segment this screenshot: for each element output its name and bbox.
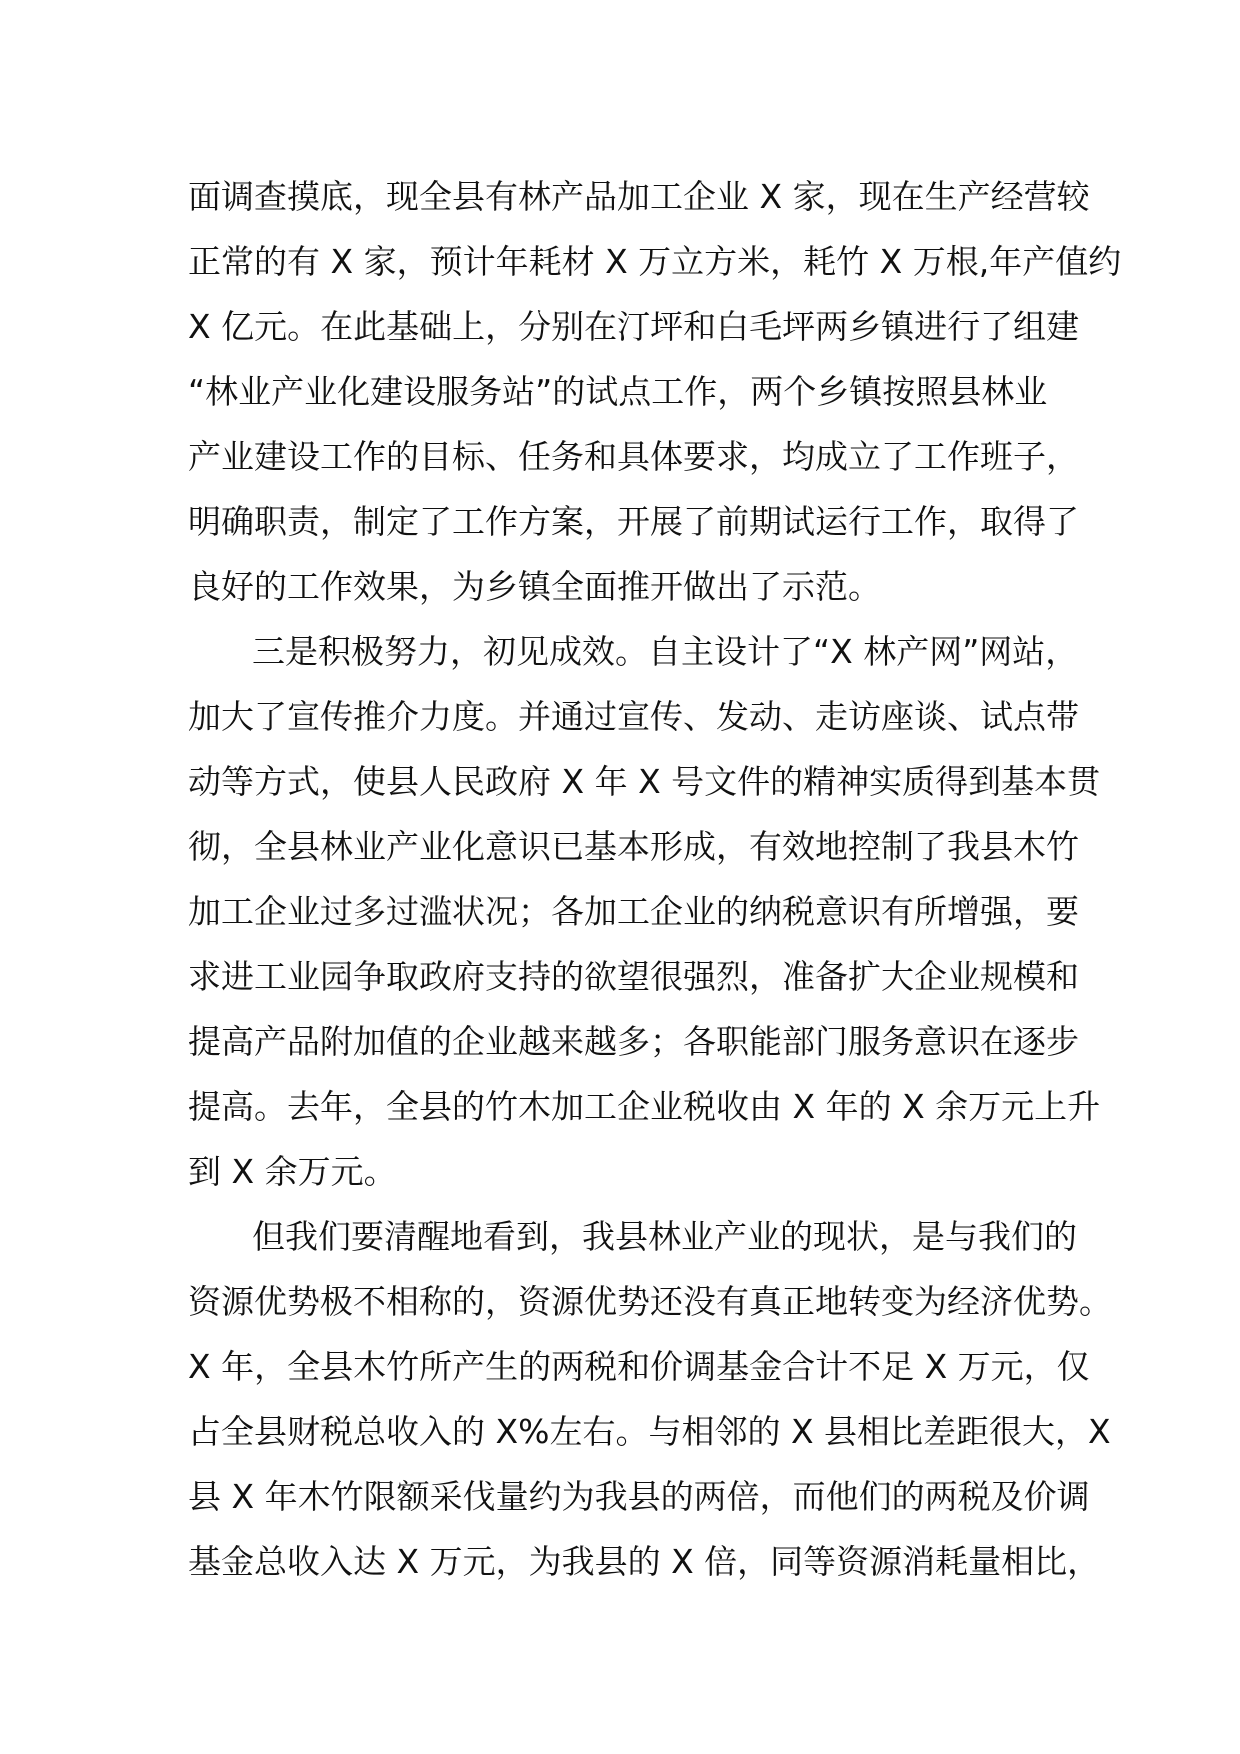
text-line: 明确职责，制定了工作方案，开展了前期试运行工作，取得了 (188, 502, 1079, 541)
text-line: 加大了宣传推介力度。并通过宣传、发动、走访座谈、试点带 (188, 697, 1079, 736)
text-line: 到 X 余万元。 (188, 1152, 397, 1191)
text-line: 占全县财税总收入的 X%左右。与相邻的 X 县相比差距很大，X (188, 1412, 1111, 1451)
text-line: 提高。去年，全县的竹木加工企业税收由 X 年的 X 余万元上升 (188, 1087, 1101, 1126)
paragraph-start-line: 但我们要清醒地看到，我县林业产业的现状，是与我们的 (252, 1217, 1077, 1256)
text-line: 面调查摸底，现全县有林产品加工企业 X 家，现在生产经营较 (188, 177, 1090, 216)
text-line: X 年，全县木竹所产生的两税和价调基金合计不足 X 万元，仅 (188, 1347, 1090, 1386)
text-line: 良好的工作效果，为乡镇全面推开做出了示范。 (188, 567, 881, 606)
text-line: 正常的有 X 家，预计年耗材 X 万立方米，耗竹 X 万根,年产值约 (188, 242, 1122, 281)
text-line: 县 X 年木竹限额采伐量约为我县的两倍，而他们的两税及价调 (188, 1477, 1090, 1516)
text-line: “林业产业化建设服务站”的试点工作，两个乡镇按照县林业 (188, 372, 1048, 411)
document-body (188, 164, 1122, 1594)
text-line: 动等方式，使县人民政府 X 年 X 号文件的精神实质得到基本贯 (188, 762, 1101, 801)
paragraph-start-line: 三是积极努力，初见成效。自主设计了“X 林产网”网站， (252, 632, 1079, 671)
text-line: X 亿元。在此基础上，分别在汀坪和白毛坪两乡镇进行了组建 (188, 307, 1080, 346)
text-line: 产业建设工作的目标、任务和具体要求，均成立了工作班子， (188, 437, 1079, 476)
text-line: 提高产品附加值的企业越来越多；各职能部门服务意识在逐步 (188, 1022, 1079, 1061)
text-line: 彻，全县林业产业化意识已基本形成，有效地控制了我县木竹 (188, 827, 1079, 866)
text-line: 求进工业园争取政府支持的欲望很强烈，准备扩大企业规模和 (188, 957, 1079, 996)
text-line: 加工企业过多过滥状况；各加工企业的纳税意识有所增强，要 (188, 892, 1079, 931)
text-line: 基金总收入达 X 万元，为我县的 X 倍，同等资源消耗量相比， (188, 1542, 1101, 1581)
text-line: 资源优势极不相称的，资源优势还没有真正地转变为经济优势。 (188, 1282, 1112, 1321)
